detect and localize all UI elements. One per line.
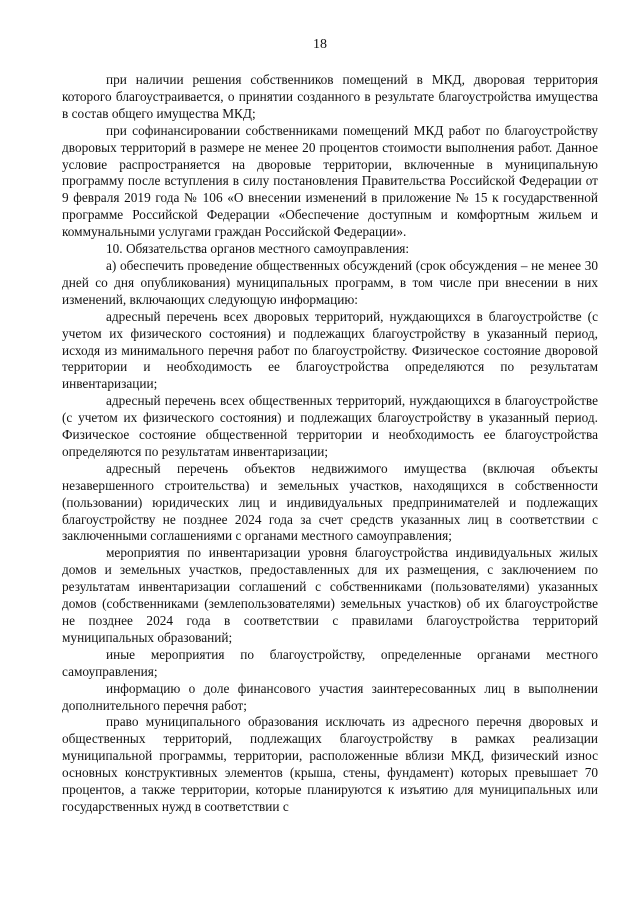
document-body — [62, 72, 598, 816]
paragraph: 10. Обязательства органов местного самоуправления: — [106, 241, 410, 257]
paragraph: информацию о доле финансового участия заинтересованных лиц в выполнении дополнительного перечня работ; — [62, 680, 598, 713]
paragraph: адресный перечень объектов недвижимого имущества (включая объекты незавершенного строительства) и земельных участков, находящихся в собственности (пользовании) юридических лиц и индивидуальных предпринимателей и подлежащих благоустройству не позднее 2024 года за счет средств указанных лиц в соответствии с заключенными соглашениями с органами местного самоуправления; — [62, 460, 598, 544]
paragraph: иные мероприятия по благоустройству, определенные органами местного самоуправления; — [62, 646, 598, 679]
paragraph: при наличии решения собственников помещений в МКД, дворовая территория которого благоустраивается, о принятии созданного в результате благоустройства имущества в состав общего имущества МКД; — [62, 72, 598, 121]
paragraph: при софинансировании собственниками помещений МКД работ по благоустройству дворовых территорий в размере не менее 20 процентов стоимости выполнения работ. Данное условие распространяется на дворовые территории, включенные в муниципальную программу после вступления в силу постановления Правительства Российской Федерации от 9 февраля 2019 года № 106 «О внесении изменений в приложение № 15 к государственной программе Российской Федерации «Обеспечение доступным и комфортным жильем и коммунальными услугами граждан Российской Федерации». — [62, 122, 598, 240]
paragraph: адресный перечень всех дворовых территорий, нуждающихся в благоустройстве (с учетом их физического состояния) и подлежащих благоустройству в указанный период, исходя из минимального перечня работ по благоустройству. Физическое состояние дворовой территории и необходимость ее благоустройства определяются по результатам инвентаризации; — [62, 308, 598, 392]
paragraph: право муниципального образования исключать из адресного перечня дворовых и общественных территорий, подлежащих благоустройству в рамках реализации муниципальной программы, территории, расположенные вблизи МКД, физический износ основных конструктивных элементов (крыша, стены, фундамент) которых превышает 70 процентов, а также территории, которые планируются к изъятию для муниципальных или государственных нужд в соответствии с — [62, 714, 598, 814]
paragraph: мероприятия по инвентаризации уровня благоустройства индивидуальных жилых домов и земельных участков, предоставленных для их размещения, с заключением по результатам инвентаризации соглашений с собственниками (пользователями) указанных домов (собственниками (землепользователями) земельных участков) об их благоустройстве не позднее 2024 года в соответствии с правилами благоустройства территорий муниципальных образований; — [62, 545, 598, 645]
paragraph: адресный перечень всех общественных территорий, нуждающихся в благоустройстве (с учетом их физического состояния) и подлежащих благоустройству в указанный период. Физическое состояние общественной территории и необходимость ее благоустройства определяются по результатам инвентаризации; — [62, 393, 598, 459]
paragraph: а) обеспечить проведение общественных обсуждений (срок обсуждения – не менее 30 дней со дня опубликования) муниципальных программ, в том числе при внесении в них изменений, включающих следующую информацию: — [62, 257, 598, 307]
page-number: 18 — [313, 37, 327, 52]
